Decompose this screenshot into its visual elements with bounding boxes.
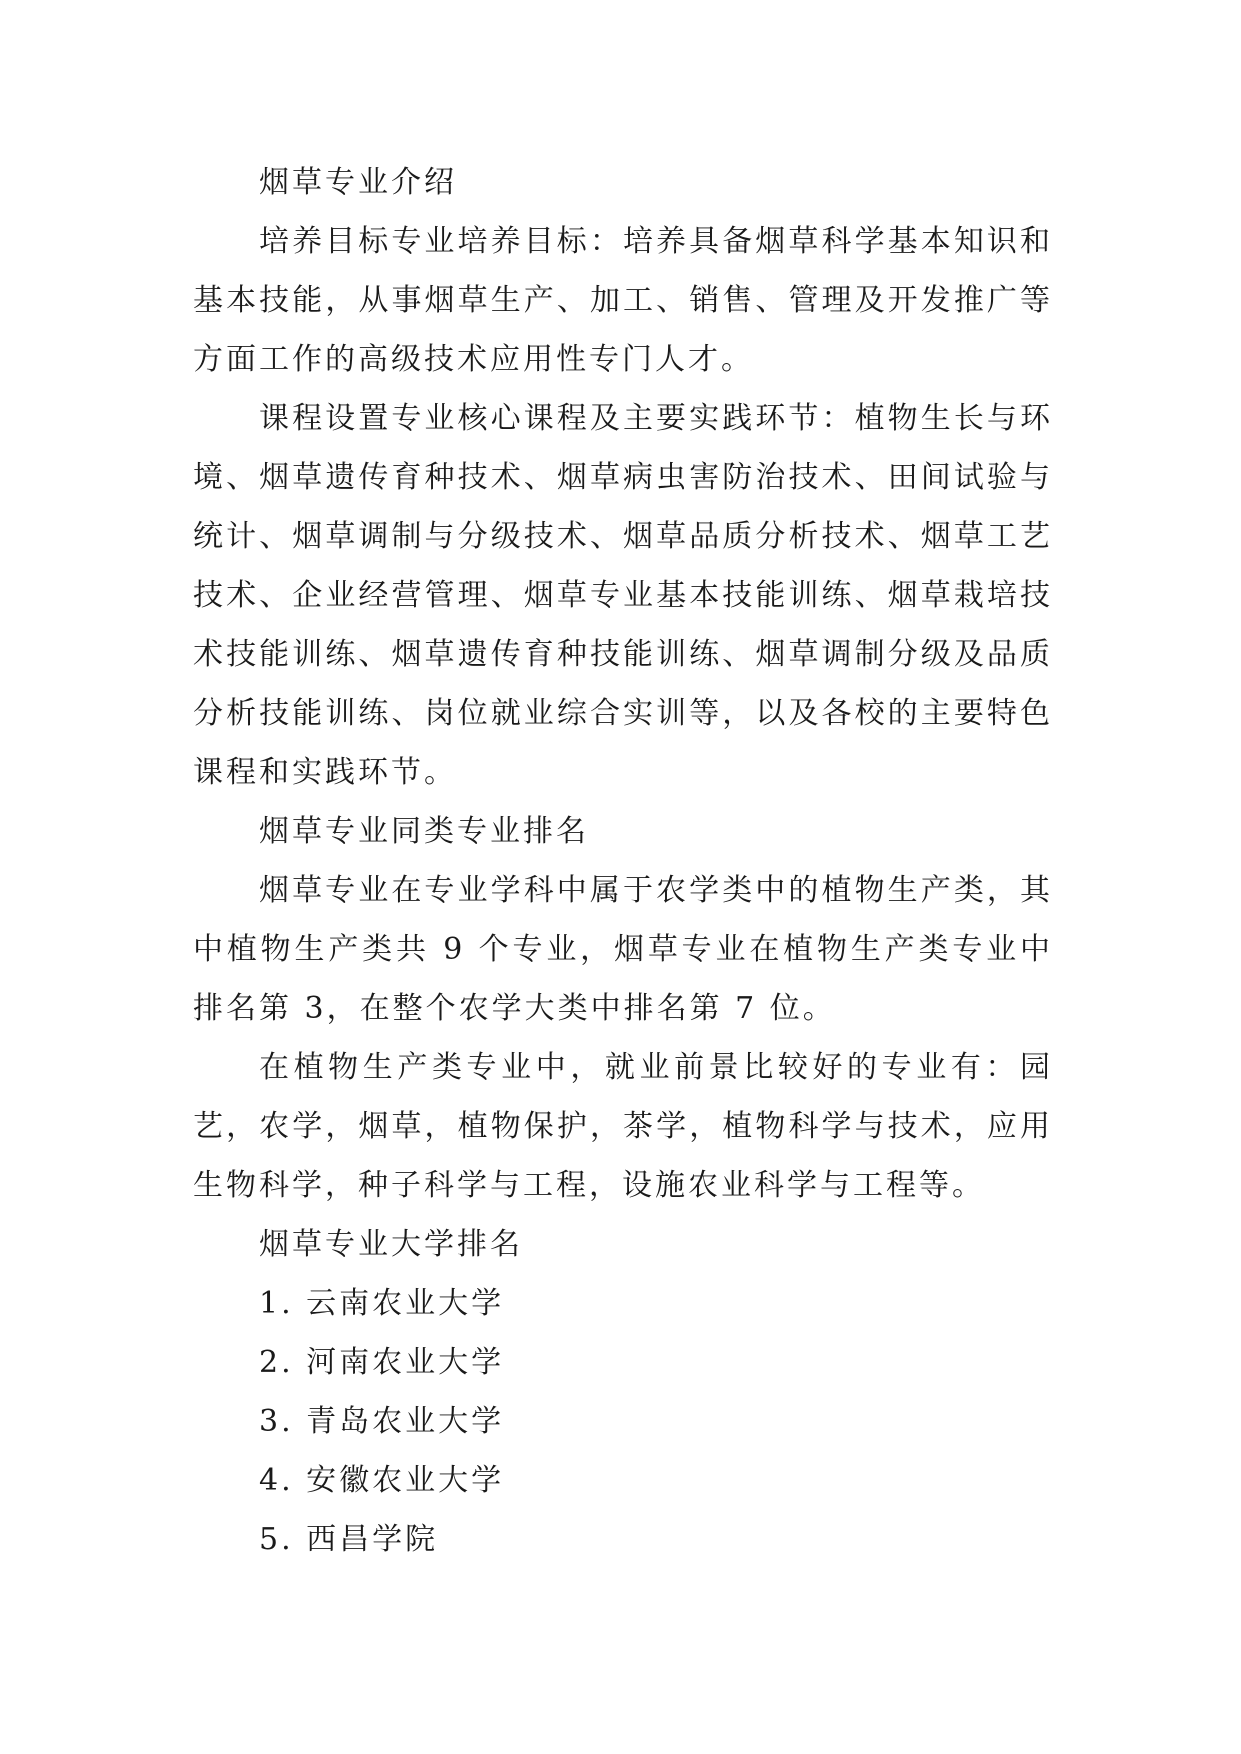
heading-universities: 烟草专业大学排名	[259, 1227, 523, 1262]
university-list	[193, 1274, 1053, 1569]
paragraph-prospects: 在植物生产类专业中，就业前景比较好的专业有：园艺，农学，烟草，植物保护，茶学，植物科学与技术，应用生物科学，种子科学与工程，设施农业科学与工程等。	[193, 1050, 1053, 1203]
list-item: 4. 安徽农业大学	[259, 1463, 505, 1498]
paragraph-ranking: 烟草专业在专业学科中属于农学类中的植物生产类，其中植物生产类共 9 个专业，烟草专业在植物生产类专业中排名第 3，在整个农学大类中排名第 7 位。	[193, 873, 1053, 1026]
list-item: 3. 青岛农业大学	[259, 1404, 505, 1439]
document-body	[193, 153, 1053, 1569]
heading-ranking: 烟草专业同类专业排名	[259, 814, 589, 849]
list-item: 2. 河南农业大学	[259, 1345, 505, 1380]
heading-intro: 烟草专业介绍	[259, 165, 457, 200]
paragraph-goal: 培养目标专业培养目标：培养具备烟草科学基本知识和基本技能，从事烟草生产、加工、销售、管理及开发推广等方面工作的高级技术应用性专门人才。	[193, 224, 1053, 377]
paragraph-courses: 课程设置专业核心课程及主要实践环节：植物生长与环境、烟草遗传育种技术、烟草病虫害防治技术、田间试验与统计、烟草调制与分级技术、烟草品质分析技术、烟草工艺技术、企业经营管理、烟草专业基本技能训练、烟草栽培技术技能训练、烟草遗传育种技能训练、烟草调制分级及品质分析技能训练、岗位就业综合实训等，以及各校的主要特色课程和实践环节。	[193, 401, 1053, 790]
list-item: 5. 西昌学院	[259, 1522, 439, 1557]
list-item: 1. 云南农业大学	[259, 1286, 505, 1321]
